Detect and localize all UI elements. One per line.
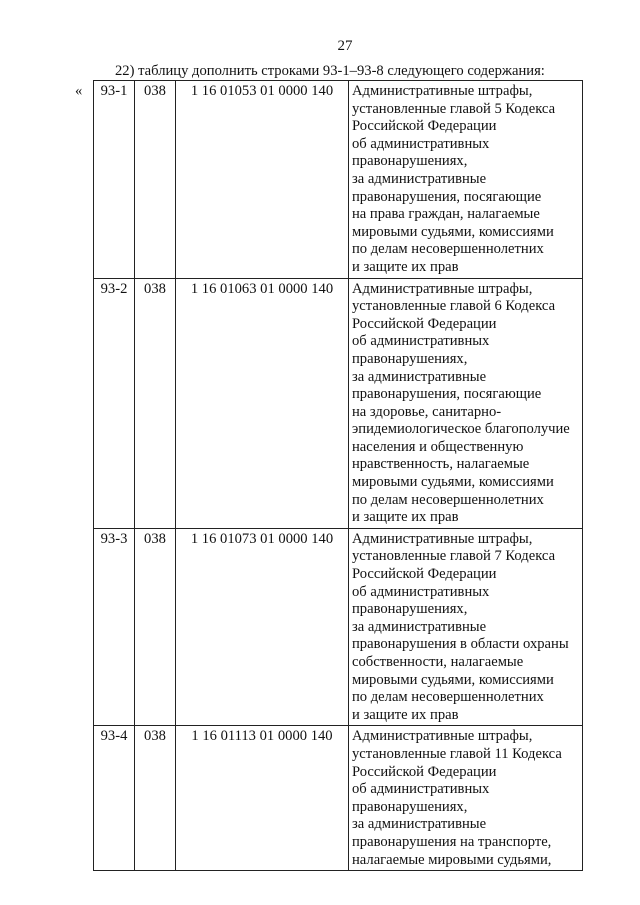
description-line: на здоровье, санитарно-: [352, 403, 502, 420]
amendment-table: [93, 80, 583, 871]
description-line: правонарушения, посягающие: [352, 188, 542, 205]
table-row: [94, 726, 583, 871]
description-line: на права граждан, налагаемые: [352, 206, 540, 223]
admin-code: 038: [135, 528, 176, 726]
description-line: и защите их прав: [352, 706, 459, 723]
description-line: нравственность, налагаемые: [352, 456, 530, 473]
table-row: [94, 528, 583, 726]
description-line: мировыми судьями, комиссиями: [352, 223, 554, 240]
description-line: и защите их прав: [352, 258, 459, 275]
description-line: по делам несовершеннолетних: [352, 689, 544, 706]
description-line: и защите их прав: [352, 509, 459, 526]
description-line: за административные: [352, 170, 487, 187]
description-line: установленные главой 11 Кодекса: [352, 745, 562, 762]
description-line: Административные штрафы,: [352, 280, 533, 297]
description-line: собственности, налагаемые: [352, 654, 524, 670]
description-line: об административных: [352, 583, 490, 600]
row-number: 93-1: [94, 81, 135, 279]
revenue-description: [349, 278, 583, 528]
description-line: Российской Федерации: [352, 118, 497, 135]
description-line: за административные: [352, 816, 487, 833]
page-number: 27: [337, 38, 353, 54]
row-number: 93-2: [94, 278, 135, 528]
description-line: мировыми судьями, комиссиями: [352, 671, 554, 688]
description-line: установленные главой 5 Кодекса: [352, 100, 556, 117]
table-row: [94, 81, 583, 279]
description-line: правонарушения, посягающие: [352, 386, 542, 403]
description-line: правонарушениях,: [352, 601, 468, 618]
opening-quote: «: [75, 83, 83, 99]
row-number: 93-3: [94, 528, 135, 726]
description-line: за административные: [352, 368, 487, 385]
revenue-code: 1 16 01113 01 0000 140: [176, 726, 349, 871]
description-line: установленные главой 7 Кодекса: [352, 548, 556, 565]
description-line: за административные: [352, 618, 487, 635]
description-line: правонарушениях,: [352, 350, 468, 367]
description-line: Административные штрафы,: [352, 530, 533, 547]
table-row: [94, 278, 583, 528]
description-line: правонарушениях,: [352, 798, 468, 815]
description-line: Административные штрафы,: [352, 728, 533, 745]
description-line: Административные штрафы,: [352, 83, 533, 99]
description-line: правонарушениях,: [352, 153, 468, 170]
description-line: населения и общественную: [352, 438, 524, 455]
description-line: эпидемиологическое благополучие: [352, 421, 570, 438]
description-line: Российской Федерации: [352, 763, 497, 780]
description-line: мировыми судьями, комиссиями: [352, 474, 554, 491]
intro-text: 22) таблицу дополнить строками 93-1–93-8 следующего содержания:: [115, 63, 545, 79]
revenue-code: 1 16 01063 01 0000 140: [176, 278, 349, 528]
revenue-code: 1 16 01073 01 0000 140: [176, 528, 349, 726]
description-line: об административных: [352, 135, 490, 152]
description-line: об административных: [352, 781, 490, 798]
description-line: по делам несовершеннолетних: [352, 491, 544, 508]
description-line: налагаемые мировыми судьями,: [352, 851, 552, 868]
description-line: по делам несовершеннолетних: [352, 241, 544, 258]
revenue-description: [349, 81, 583, 279]
description-line: Российской Федерации: [352, 315, 497, 332]
revenue-description: [349, 528, 583, 726]
revenue-description: [349, 726, 583, 871]
revenue-code: 1 16 01053 01 0000 140: [176, 81, 349, 279]
row-number: 93-4: [94, 726, 135, 871]
description-line: Российской Федерации: [352, 566, 497, 583]
description-line: установленные главой 6 Кодекса: [352, 298, 556, 315]
description-line: правонарушения в области охраны: [352, 636, 569, 653]
admin-code: 038: [135, 726, 176, 871]
description-line: об административных: [352, 333, 490, 350]
admin-code: 038: [135, 278, 176, 528]
admin-code: 038: [135, 81, 176, 279]
description-line: правонарушения на транспорте,: [352, 833, 552, 850]
